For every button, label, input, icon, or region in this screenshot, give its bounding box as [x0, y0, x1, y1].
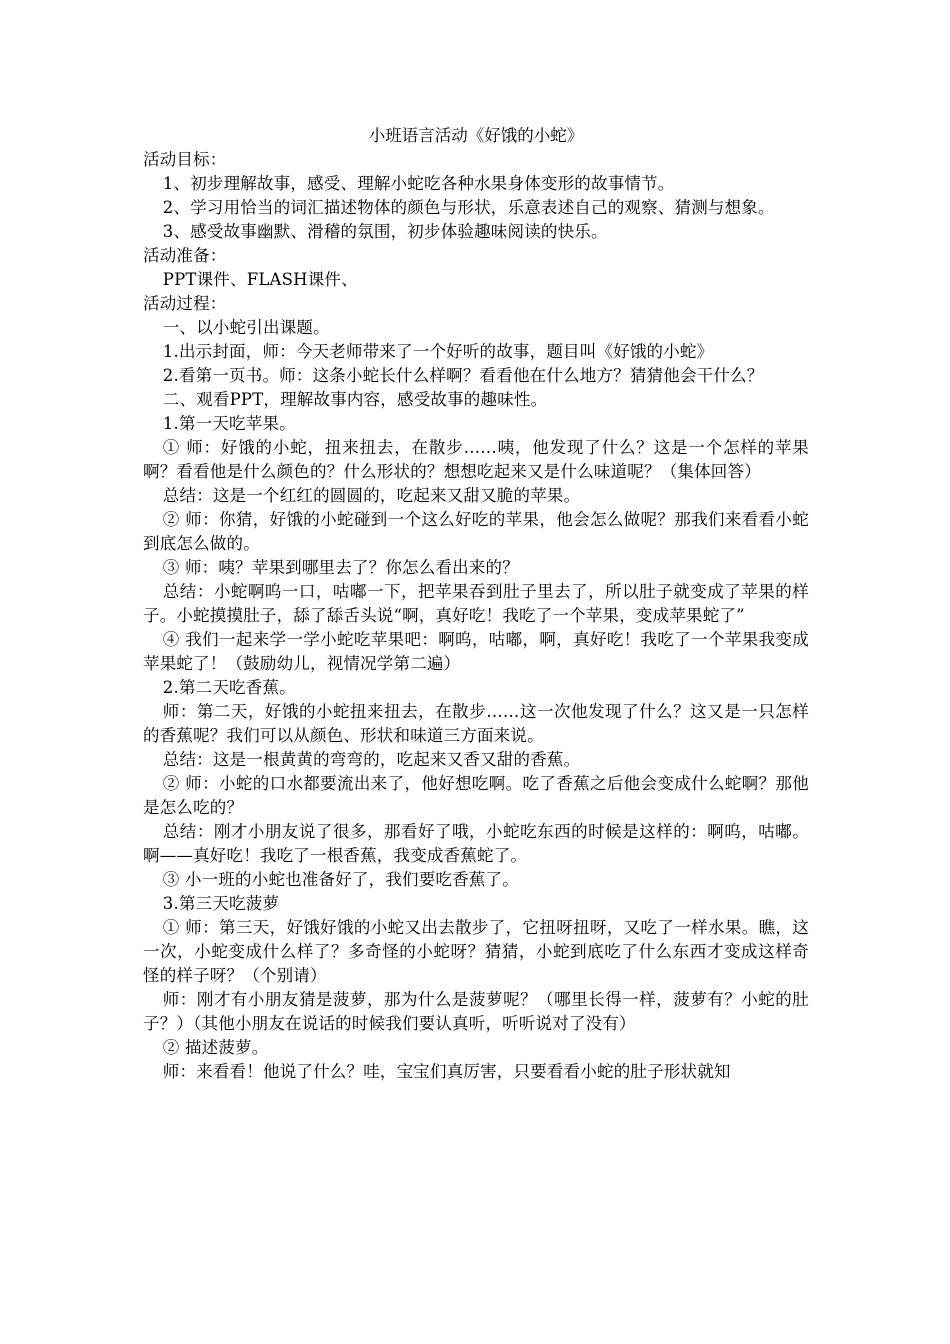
- paragraph: ① 师：第三天，好饿好饿的小蛇又出去散步了，它扭呀扭呀，又吃了一样水果。瞧，这一次，小蛇变成什么样了？多奇怪的小蛇呀？猜猜，小蛇到底吃了什么东西才变成这样奇怪的样子呀？（个别请）: [143, 918, 809, 985]
- paragraph: 2、学习用恰当的词汇描述物体的颜色与形状，乐意表述自己的观察、猜测与想象。: [162, 198, 775, 217]
- paragraph: 活动目标：: [143, 150, 227, 169]
- paragraph: ② 师：你猜，好饿的小蛇碰到一个这么好吃的苹果，他会怎么做呢？那我们来看看小蛇到底怎么做的。: [143, 510, 809, 553]
- paragraph: ④ 我们一起来学一学小蛇吃苹果吧：啊呜，咕嘟，啊，真好吃！我吃了一个苹果我变成苹果蛇了！（鼓励幼儿，视情况学第二遍）: [143, 630, 809, 673]
- paragraph: 师：刚才有小朋友猜是菠萝，那为什么是菠萝呢？（哪里长得一样，菠萝有？小蛇的肚子？）（其他小朋友在说话的时候我们要认真听，听听说对了没有）: [143, 990, 809, 1033]
- paragraph: 3.第三天吃菠萝: [162, 894, 280, 913]
- paragraph: 1.出示封面，师：今天老师带来了一个好听的故事，题目叫《好饿的小蛇》: [162, 342, 714, 361]
- paragraph: 1、初步理解故事，感受、理解小蛇吃各种水果身体变形的故事情节。: [162, 174, 675, 193]
- paragraph: PPT课件、FLASH课件、: [162, 270, 358, 289]
- paragraph: 总结：这是一根黄黄的弯弯的，吃起来又香又甜的香蕉。: [162, 750, 581, 769]
- paragraph: 总结：这是一个红红的圆圆的，吃起来又甜又脆的苹果。: [162, 486, 581, 505]
- paragraph: 2.看第一页书。师：这条小蛇长什么样啊？看看他在什么地方？猜猜他会干什么？: [162, 366, 764, 385]
- paragraph: 师：第二天，好饿的小蛇扭来扭去，在散步……这一次他发现了什么？这又是一只怎样的香蕉呢？我们可以从颜色、形状和味道三方面来说。: [143, 702, 809, 745]
- paragraph: 2.第二天吃香蕉。: [162, 678, 296, 697]
- paragraph: 总结：小蛇啊呜一口，咕嘟一下，把苹果吞到肚子里去了，所以肚子就变成了苹果的样子。小蛇摸摸肚子，舔了舔舌头说“啊，真好吃！我吃了一个苹果，变成苹果蛇了”: [143, 582, 809, 625]
- paragraph-list: [143, 148, 809, 1084]
- paragraph: 师：来看看！他说了什么？哇，宝宝们真厉害，只要看看小蛇的肚子形状就知: [162, 1062, 731, 1081]
- paragraph: 活动过程：: [143, 294, 227, 313]
- paragraph: ② 师：小蛇的口水都要流出来了，他好想吃啊。吃了香蕉之后他会变成什么蛇啊？那他是怎么吃的？: [143, 774, 809, 817]
- paragraph: 二、观看PPT，理解故事内容，感受故事的趣味性。: [162, 390, 548, 409]
- paragraph: 1.第一天吃苹果。: [162, 414, 296, 433]
- paragraph: ③ 师：咦？苹果到哪里去了？你怎么看出来的？: [162, 558, 519, 577]
- paragraph: 活动准备：: [143, 246, 227, 265]
- paragraph: ② 描述菠萝。: [162, 1038, 269, 1057]
- paragraph: 总结：刚才小朋友说了很多，那看好了哦，小蛇吃东西的时候是这样的：啊呜，咕嘟。啊——真好吃！我吃了一根香蕉，我变成香蕉蛇了。: [143, 822, 809, 865]
- paragraph: 一、以小蛇引出课题。: [162, 318, 330, 337]
- document-title: 小班语言活动《好饿的小蛇》: [368, 126, 584, 145]
- paragraph: ③ 小一班的小蛇也准备好了，我们要吃香蕉了。: [162, 870, 519, 889]
- paragraph: ① 师：好饿的小蛇，扭来扭去，在散步……咦，他发现了什么？这是一个怎样的苹果啊？看看他是什么颜色的？什么形状的？想想吃起来又是什么味道呢？（集体回答）: [143, 438, 809, 481]
- document-body: [143, 124, 809, 1084]
- paragraph: 3、感受故事幽默、滑稽的氛围，初步体验趣味阅读的快乐。: [162, 222, 608, 241]
